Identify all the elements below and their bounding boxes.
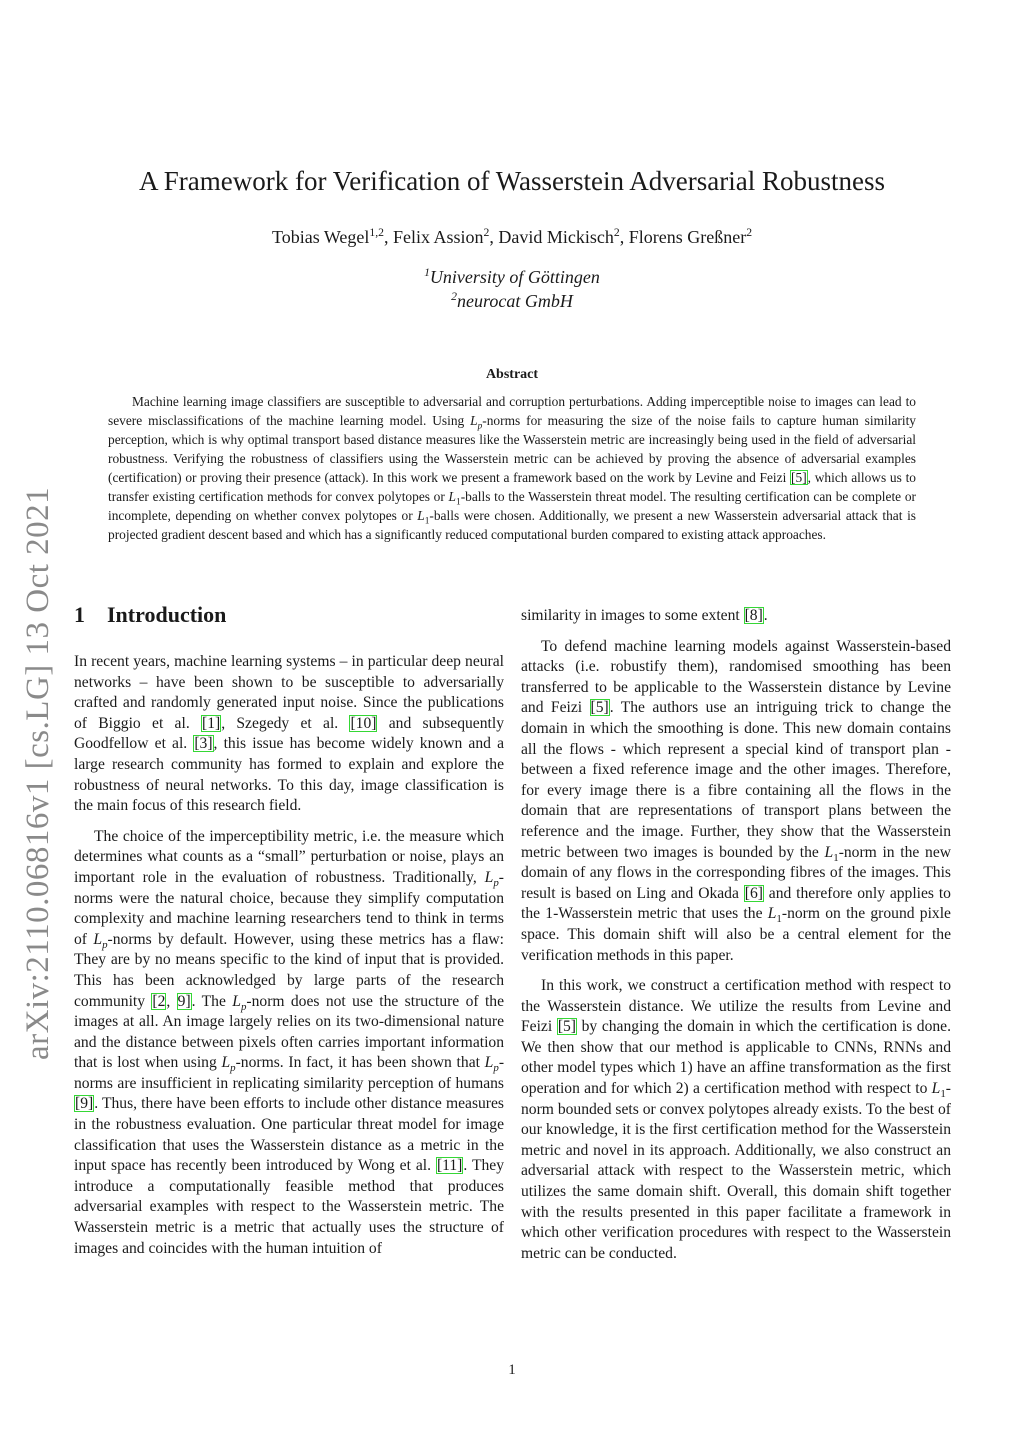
right-column [521, 606, 951, 1274]
citation-link[interactable]: 9] [177, 992, 191, 1010]
citation-link[interactable]: [6] [744, 884, 763, 902]
paragraph: To defend machine learning models against Wasserstein-based attacks (i.e. robustify them), randomised smoothing has been transferred to be applicable to the Wasserstein distance by Levine and Feizi [5]. The authors use an intriguing trick to change the domain in which the smoothing is done. This new domain contains all the flows - which represent a special kind of transport plan - between a fixed reference image and the other images. Therefore, for every image there is a fibre containing all the flows in the domain that are representations of transport plans between the reference and the image. Further, they show that the Wasserstein metric between two images is bounded by the $L_1$-norm in the new domain of any flows in the corresponding fibres of the images. This result is based on Ling and Okada [6] and therefore only applies to the 1-Wasserstein metric that uses the $L_1$-norm on the ground pixle space. This domain shift will also be a central element for the verification methods in this paper. [521, 637, 951, 964]
citation-link[interactable]: [2 [152, 992, 166, 1010]
author-affiliation-mark: 2 [483, 226, 490, 239]
citation-link[interactable]: [5] [791, 470, 807, 485]
author-affiliation-mark: 1,2 [369, 226, 385, 239]
page-number: 1 [508, 1362, 516, 1378]
left-column [74, 600, 504, 1269]
citation-link[interactable]: [11] [436, 1157, 463, 1175]
citation-link[interactable]: [1] [202, 714, 221, 732]
paragraph: The choice of the imperceptibility metric, i.e. the measure which determines what counts as a “small” perturbation or noise, plays an important role in the evaluation of robustness. Traditionally, $L_p$-norms were the natural choice, because they simplify computation complexity and machine learning researchers tend to think in terms of $L_p$-norms by default. However, using these metrics has a flaw: They are by no means specific to the kind of input that is provided. This has been acknowledged by large parts of the research community [2, 9]. The $L_p$-norm does not use the structure of the images at all. An image largely relies on its two-dimensional nature and the distance between pixels often carries important information that is lost when using $L_p$-norms. In fact, it has been shown that $L_p$-norms are insufficient in replicating similarity perception of humans [9]. Thus, there have been efforts to include other distance measures in the robustness evaluation. One particular threat model for image classification that uses the Wasserstein distance as a metric in the input space has recently been introduced by Wong et al. [11]. They introduce a computationally feasible method that produces adversarial examples with respect to the Wasserstein metric. The Wasserstein metric is a metric that actually uses the structure of images and coincides with the human intuition of [74, 827, 505, 1257]
affiliation: $^1$University of Göttingen [424, 266, 600, 287]
citation-link[interactable]: [3] [194, 735, 213, 753]
abstract-heading: Abstract [485, 367, 539, 382]
paper-title: A Framework for Verification of Wasserstein Adversarial Robustness [139, 166, 885, 196]
author-name: Tobias Wegel [271, 227, 370, 247]
author-name: Felix Assion [393, 227, 484, 247]
citation-link[interactable]: [10] [350, 714, 377, 732]
author-affiliation-mark: 2 [613, 226, 620, 239]
author-name: Florens Greßner [628, 227, 747, 247]
author-affiliation-mark: 2 [746, 226, 753, 239]
paragraph: similarity in images to some extent [8]. [521, 607, 768, 624]
affiliation: $^2$neurocat GmbH [451, 290, 573, 311]
author-name: David Mickisch [498, 227, 614, 247]
citation-link[interactable]: [8] [744, 607, 763, 624]
arxiv-stamp: arXiv:2110.06816v1 [cs.LG] 13 Oct 2021 [20, 486, 56, 1060]
author-list: Tobias Wegel$^{1,2}$, Felix Assion$^2$, David Mickisch$^2$, Florens Greßner$^2$ [271, 226, 753, 247]
paragraph: In this work, we construct a certification method with respect to the Wasserstein distance. We utilize the results from Levine and Feizi [5] by changing the domain in which the certification is done. We then show that our method is applicable to CNNs, RNNs and other model types which 1) have an affine transformation as the first operation and for which 2) a certification method with respect to $L_1$-norm bounded sets or convex polytopes already exists. To the best of our knowledge, it is the first certification method for the Wasserstein metric and novel in its approach. Additionally, we also construct an adversarial attack with respect to the Wasserstein metric, which utilizes the same domain shift. Overall, this domain shift together with the results presented in this paper facilitate a framework in which other verification procedures with respect to the Wasserstein metric can be conducted. [521, 977, 951, 1262]
citation-link[interactable]: [9] [75, 1095, 94, 1113]
paragraph: In recent years, machine learning systems – in particular deep neural networks – have been shown to be susceptible to adversarially crafted and randomly generated input noise. Since the publications of Biggio et al. [1], Szegedy et al. [10] and subsequently Goodfellow et al. [3], this issue has become widely known and a large research community has formed to explain and explore the robustness of neural networks. To this day, image classification is the main focus of this research field. [74, 653, 504, 815]
citation-link[interactable]: [5] [557, 1018, 576, 1036]
abstract-text: Machine learning image classifiers are susceptible to adversarial and corruption perturbations. Adding imperceptible noise to images can lead to severe misclassifications of the machine learning model. Using $L_p$-norms for measuring the size of the noise fails to capture human similarity perception, which is why optimal transport based distance measures like the Wasserstein metric are increasingly being used in the field of adversarial robustness. Verifying the robustness of classifiers using the Wasserstein metric can be achieved by proving the absence of adversarial examples (certification) or proving their presence (attack). In this work we present a framework based on the work by Levine and Feizi [5], which allows us to transfer existing certification methods for convex polytopes or $L_1$-balls to the Wasserstein threat model. The resulting certification can be complete or incomplete, depending on whether convex polytopes or $L_1$-balls were chosen. Additionally, we present a new Wasserstein adversarial attack that is projected gradient descent based and which has a significantly reduced computational burden compared to existing attack approaches. [108, 394, 917, 542]
section-heading: 1 Introduction [74, 602, 227, 627]
citation-link[interactable]: [5] [590, 699, 609, 717]
